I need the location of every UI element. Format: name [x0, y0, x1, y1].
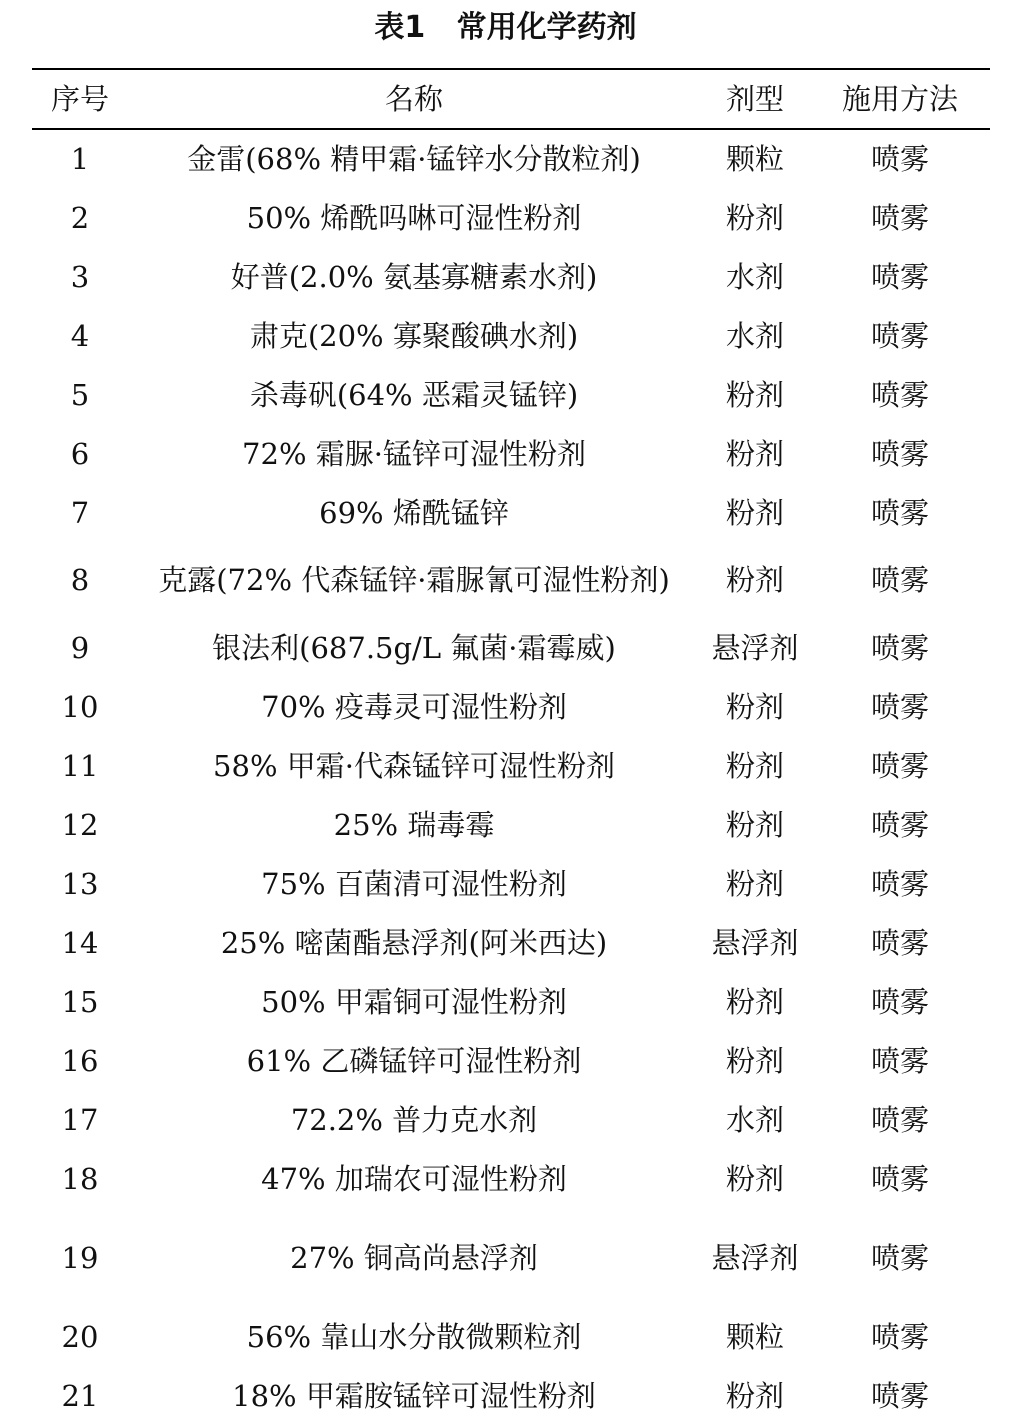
- header-name: 名称: [384, 82, 443, 116]
- cell-no: 7: [70, 496, 90, 530]
- cell-name: 56% 靠山水分散微颗粒剂: [246, 1320, 582, 1354]
- table-row: [32, 190, 990, 246]
- header-type: 剂型: [725, 82, 784, 116]
- table-row: [32, 620, 990, 676]
- cell-type: 粉剂: [725, 867, 784, 901]
- cell-type: 粉剂: [725, 378, 784, 412]
- cell-type: 粉剂: [725, 201, 784, 235]
- cell-no: 14: [61, 926, 99, 960]
- table-row: [32, 249, 990, 305]
- cell-name: 69% 烯酰锰锌: [319, 496, 509, 530]
- cell-type: 悬浮剂: [711, 926, 799, 960]
- cell-no: 8: [70, 563, 90, 597]
- cell-name: 金雷(68% 精甲霜·锰锌水分散粒剂): [187, 142, 641, 176]
- table-row: [32, 1368, 990, 1424]
- cell-name: 25% 瑞毒霉: [333, 808, 495, 842]
- cell-method: 喷雾: [870, 1044, 929, 1078]
- cell-type: 粉剂: [725, 1162, 784, 1196]
- cell-method: 喷雾: [870, 496, 929, 530]
- cell-type: 悬浮剂: [711, 631, 799, 665]
- cell-name: 72.2% 普力克水剂: [290, 1103, 538, 1137]
- table-row: [32, 131, 990, 187]
- cell-name: 61% 乙磷锰锌可湿性粉剂: [246, 1044, 582, 1078]
- cell-no: 9: [70, 631, 90, 665]
- table-row: [32, 974, 990, 1030]
- cell-type: 粉剂: [725, 1379, 784, 1413]
- table-header-row: [32, 70, 990, 128]
- table-row: [32, 679, 990, 735]
- table-row: [32, 426, 990, 482]
- cell-method: 喷雾: [870, 867, 929, 901]
- cell-type: 粉剂: [725, 437, 784, 471]
- cell-no: 13: [61, 867, 99, 901]
- cell-method: 喷雾: [870, 1162, 929, 1196]
- cell-method: 喷雾: [870, 437, 929, 471]
- cell-type: 水剂: [725, 1103, 784, 1137]
- header-method: 施用方法: [841, 82, 958, 116]
- cell-method: 喷雾: [870, 1379, 929, 1413]
- cell-no: 16: [61, 1044, 99, 1078]
- cell-name: 18% 甲霜胺锰锌可湿性粉剂: [232, 1379, 596, 1413]
- cell-no: 4: [70, 319, 90, 353]
- cell-name: 50% 甲霜铜可湿性粉剂: [261, 985, 567, 1019]
- cell-method: 喷雾: [870, 319, 929, 353]
- cell-type: 粉剂: [725, 985, 784, 1019]
- cell-method: 喷雾: [870, 690, 929, 724]
- cell-method: 喷雾: [870, 749, 929, 783]
- cell-method: 喷雾: [870, 260, 929, 294]
- cell-name: 克露(72% 代森锰锌·霜脲氰可湿性粉剂): [158, 563, 670, 597]
- cell-no: 17: [61, 1103, 99, 1137]
- cell-type: 颗粒: [725, 1320, 784, 1354]
- cell-name: 50% 烯酰吗啉可湿性粉剂: [246, 201, 582, 235]
- cell-name: 58% 甲霜·代森锰锌可湿性粉剂: [213, 749, 615, 783]
- table-row: [32, 308, 990, 364]
- cell-method: 喷雾: [870, 631, 929, 665]
- table-row: [32, 915, 990, 971]
- header-rule: [32, 128, 990, 130]
- cell-method: 喷雾: [870, 985, 929, 1019]
- cell-method: 喷雾: [870, 378, 929, 412]
- cell-no: 3: [70, 260, 90, 294]
- table-row: [32, 485, 990, 541]
- cell-method: 喷雾: [870, 563, 929, 597]
- cell-method: 喷雾: [870, 201, 929, 235]
- table-row: [32, 1033, 990, 1089]
- cell-type: 粉剂: [725, 1044, 784, 1078]
- cell-no: 11: [61, 749, 99, 783]
- table-row: [32, 797, 990, 853]
- cell-name: 72% 霜脲·锰锌可湿性粉剂: [242, 437, 586, 471]
- table-row: [32, 1309, 990, 1365]
- table-row: [32, 1230, 990, 1286]
- cell-type: 颗粒: [725, 142, 784, 176]
- cell-name: 肃克(20% 寡聚酸碘水剂): [249, 319, 579, 353]
- cell-method: 喷雾: [870, 1320, 929, 1354]
- table-row: [32, 1151, 990, 1207]
- cell-no: 15: [61, 985, 99, 1019]
- cell-type: 粉剂: [725, 563, 784, 597]
- cell-name: 27% 铜高尚悬浮剂: [290, 1241, 538, 1275]
- cell-no: 21: [61, 1379, 99, 1413]
- cell-method: 喷雾: [870, 808, 929, 842]
- table-row: [32, 738, 990, 794]
- cell-name: 好普(2.0% 氨基寡糖素水剂): [230, 260, 598, 294]
- cell-method: 喷雾: [870, 1103, 929, 1137]
- cell-no: 2: [70, 201, 90, 235]
- cell-name: 70% 疫毒灵可湿性粉剂: [261, 690, 567, 724]
- cell-type: 粉剂: [725, 690, 784, 724]
- cell-no: 10: [61, 690, 99, 724]
- table-row: [32, 542, 990, 618]
- table-caption: 表1 常用化学药剂: [374, 10, 637, 45]
- cell-no: 6: [70, 437, 90, 471]
- cell-type: 粉剂: [725, 808, 784, 842]
- table-row: [32, 367, 990, 423]
- cell-type: 粉剂: [725, 496, 784, 530]
- cell-name: 25% 嘧菌酯悬浮剂(阿米西达): [220, 926, 608, 960]
- header-no: 序号: [50, 82, 109, 116]
- cell-no: 5: [70, 378, 90, 412]
- cell-name: 75% 百菌清可湿性粉剂: [261, 867, 567, 901]
- cell-no: 18: [61, 1162, 99, 1196]
- cell-name: 银法利(687.5g/L 氟菌·霜霉威): [212, 631, 616, 665]
- table-row: [32, 856, 990, 912]
- cell-type: 水剂: [725, 260, 784, 294]
- cell-name: 杀毒矾(64% 恶霜灵锰锌): [249, 378, 579, 412]
- cell-type: 水剂: [725, 319, 784, 353]
- cell-name: 47% 加瑞农可湿性粉剂: [261, 1162, 567, 1196]
- cell-method: 喷雾: [870, 1241, 929, 1275]
- table-row: [32, 1092, 990, 1148]
- cell-no: 19: [61, 1241, 99, 1275]
- cell-type: 悬浮剂: [711, 1241, 799, 1275]
- cell-no: 12: [61, 808, 99, 842]
- cell-type: 粉剂: [725, 749, 784, 783]
- cell-method: 喷雾: [870, 926, 929, 960]
- cell-method: 喷雾: [870, 142, 929, 176]
- cell-no: 1: [70, 142, 90, 176]
- cell-no: 20: [61, 1320, 99, 1354]
